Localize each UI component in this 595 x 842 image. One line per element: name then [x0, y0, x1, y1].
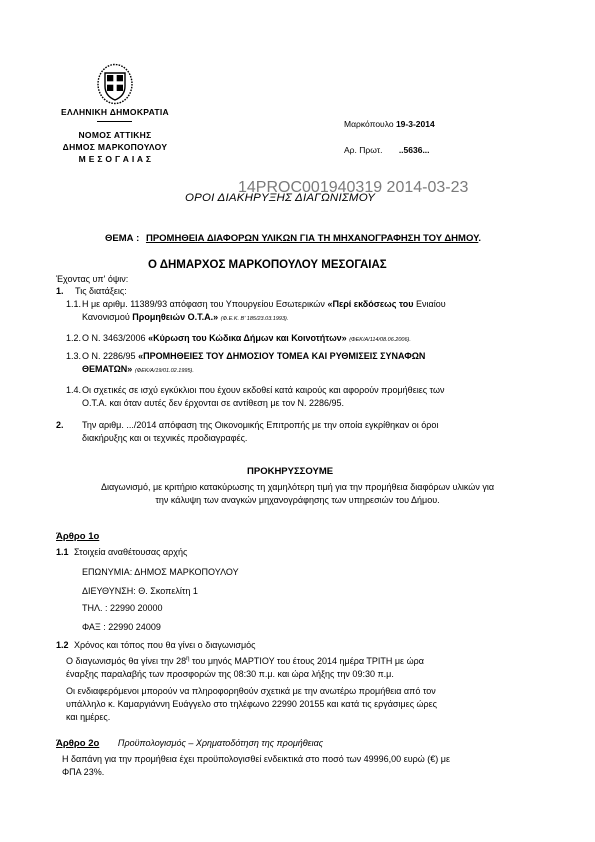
date-value: 19-3-2014	[395, 119, 435, 129]
budget-line1: Η δαπάνη για την προμήθεια έχει προϋπολογισθεί ενδεικτικά στο ποσό των 49996,00 ευρώ (€) με	[62, 754, 450, 764]
sub-1-1-f: (Φ.Ε.Κ. Β' 185/23.03.1993).	[220, 316, 289, 322]
sub-1-3-c: ΘΕΜΑΤΩΝ»	[82, 364, 133, 374]
article-1-2-text: Χρόνος και τόπος που θα γίνει ο διαγωνισμός	[74, 640, 256, 650]
article-1-1	[56, 547, 187, 558]
header-state: ΕΛΛΗΝΙΚΗ ΔΗΜΟΚΡΑΤΙΑ	[61, 107, 169, 117]
sub-1-3-number: 1.3.	[66, 351, 82, 361]
sub-1-2-c: (ΦΕΚ/Α/114/08.06.2006).	[349, 337, 411, 343]
date-line	[344, 119, 435, 130]
item-2-line2: διακήρυξης και οι τεχνικές προδιαγραφές.	[82, 433, 248, 443]
header-municipality: ΔΗΜΟΣ ΜΑΡΚΟΠΟΥΛΟΥ	[62, 142, 168, 152]
sub-1-4-number: 1.4.	[66, 385, 82, 395]
sub-1-3-line2	[82, 364, 194, 375]
subject-label: ΘΕΜΑ :	[105, 233, 140, 244]
article-2-subtitle: Προϋπολογισμός – Χρηματοδότηση της προμήθειας	[117, 738, 324, 748]
sub-1-1-a: Η με αριθμ. 11389/93 απόφαση του Υπουργείου Εσωτερικών	[82, 299, 325, 309]
article-2-title: Άρθρο 2ο	[56, 738, 100, 749]
article-1-2	[56, 640, 256, 651]
schedule-text-a: Ο διαγωνισμός θα γίνει την 28	[66, 656, 187, 666]
article-1-1-number: 1.1	[56, 547, 69, 557]
sub-1-1-c: Ενιαίου	[415, 299, 446, 309]
sub-1-3-b: «ΠΡΟΜΗΘΕΙΕΣ ΤΟΥ ΔΗΜΟΣΙΟΥ ΤΟΜΕΑ ΚΑΙ ΡΥΘΜΙΣΕΙΣ ΣΥΝΑΦΩΝ	[138, 351, 426, 361]
sub-1-4-line1: Οι σχετικές σε ισχύ εγκύκλιοι που έχουν εκδοθεί κατά καιρούς και αφορούν προμήθειες των	[82, 385, 445, 395]
sub-1-1-e: Προμηθειών Ο.Τ.Α.»	[132, 312, 219, 322]
item-2-line1: Την αριθμ. .../2014 απόφαση της Οικονομικής Επιτροπής με την οποία εγκρίθηκαν οι όροι	[82, 420, 439, 430]
sub-1-2-number: 1.2.	[66, 333, 82, 343]
info-line2: υπάλληλο κ. Καμαργιάννη Ευάγγελο στο τηλέφωνο 22990 20155 και κατά τις εργάσιμες ώρες	[66, 699, 438, 709]
header-divider	[97, 121, 132, 122]
sub-1-1-b: «Περί εκδόσεως του	[327, 299, 414, 309]
schedule-text-b: του μηνός ΜΑΡΤΙΟΥ του έτους 2014 ημέρα ΤΡΙΤΗ με ώρα	[191, 656, 424, 666]
protocol-line	[344, 145, 430, 156]
sub-1-3-line1	[82, 351, 425, 362]
schedule-line1	[66, 656, 424, 667]
contact-address: ΔΙΕΥΘΥΝΣΗ: Θ. Σκοπελίτη 1	[82, 586, 198, 596]
header-region: Μ Ε Σ Ο Γ Α Ι Α Σ	[78, 154, 152, 164]
sub-1-3-d: (ΦΕΚ/Α/19/01.02.1995).	[134, 368, 194, 374]
sub-1-1-d: Κανονισμού	[82, 312, 130, 322]
contact-fax: ΦΑΞ : 22990 24009	[82, 622, 161, 632]
article-1-title: Άρθρο 1ο	[56, 531, 100, 542]
item-1	[56, 286, 127, 297]
ada-watermark: 14PROC001940319 2014-03-23	[238, 179, 469, 196]
sub-1-3-a: Ο Ν. 2286/95	[82, 351, 136, 361]
sub-1-2-line	[82, 333, 411, 344]
date-label: Μαρκόπουλο	[344, 119, 394, 129]
item-2-number: 2.	[56, 420, 64, 430]
schedule-line2: έναρξης παραλαβής των προσφορών της 08:30 π.μ. και ώρα λήξης την 09:30 π.μ.	[66, 669, 394, 679]
item-1-number: 1.	[56, 286, 64, 296]
greek-state-emblem	[96, 63, 134, 105]
header-prefecture: ΝΟΜΟΣ ΑΤΤΙΚΗΣ	[78, 130, 152, 140]
contact-name: ΕΠΩΝΥΜΙΑ: ΔΗΜΟΣ ΜΑΡΚΟΠΟΥΛΟΥ	[82, 567, 239, 577]
protocol-value: ..5636...	[398, 145, 430, 155]
sub-1-1-line2	[82, 312, 288, 323]
contact-phone: ΤΗΛ. : 22990 20000	[82, 603, 163, 613]
announce-line1: Διαγωνισμό, με κριτήριο κατακύρωσης τη χαμηλότερη τιμή για την προμήθεια διαφόρων υλικών για	[100, 482, 495, 492]
document-title: ΟΡΟΙ ΔΙΑΚΗΡΥΞΗΣ ΔΙΑΓΩΝΙΣΜΟΥ	[185, 192, 376, 204]
article-2-heading	[56, 738, 323, 750]
announce-line2: την κάλυψη των αναγκών μηχανογράφησης των υπηρεσιών του Δήμου.	[155, 495, 440, 505]
subject-text: ΠΡΟΜΗΘΕΙΑ ΔΙΑΦΟΡΩΝ ΥΛΙΚΩΝ ΓΙΑ ΤΗ ΜΗΧΑΝΟΓΡΑΦΗΣΗ ΤΟΥ ΔΗΜΟΥ	[145, 233, 479, 244]
sub-1-4-line2: Ο.Τ.Α. και όταν αυτές δεν έρχονται σε αντίθεση με τον Ν. 2286/95.	[82, 398, 344, 408]
sub-1-1-number: 1.1.	[66, 299, 82, 309]
having-regard: Έχοντας υπ' όψιν:	[56, 274, 129, 284]
sub-1-2-b: «Κύρωση του Κώδικα Δήμων και Κοινοτήτων»	[148, 333, 347, 343]
item-1-text: Τις διατάξεις:	[75, 286, 127, 296]
mayor-heading: Ο ΔΗΜΑΡΧΟΣ ΜΑΡΚΟΠΟΥΛΟΥ ΜΕΣΟΓΑΙΑΣ	[148, 259, 387, 271]
subject-line: ΘΕΜΑ : ΠΡΟΜΗΘΕΙΑ ΔΙΑΦΟΡΩΝ ΥΛΙΚΩΝ ΓΙΑ ΤΗ ΜΗΧΑΝΟΓΡΑΦΗΣΗ ΤΟΥ ΔΗΜΟΥ.	[105, 233, 482, 244]
info-line3: και ημέρες.	[66, 712, 111, 722]
info-line1: Οι ενδιαφερόμενοι μπορούν να πληροφορηθούν σχετικά με την ανωτέρω προμήθεια από τον	[66, 686, 436, 696]
article-1-1-text: Στοιχεία αναθέτουσας αρχής	[74, 547, 188, 557]
protocol-label: Αρ. Πρωτ.	[344, 145, 383, 155]
budget-line2: ΦΠΑ 23%.	[62, 767, 105, 777]
announce-heading: ΠΡΟΚΗΡΥΣΣΟΥΜΕ	[247, 466, 334, 477]
article-1-2-number: 1.2	[56, 640, 69, 650]
schedule-sup: η	[186, 656, 190, 662]
sub-1-2-a: Ο Ν. 3463/2006	[82, 333, 146, 343]
sub-1-1-line1	[82, 299, 446, 310]
